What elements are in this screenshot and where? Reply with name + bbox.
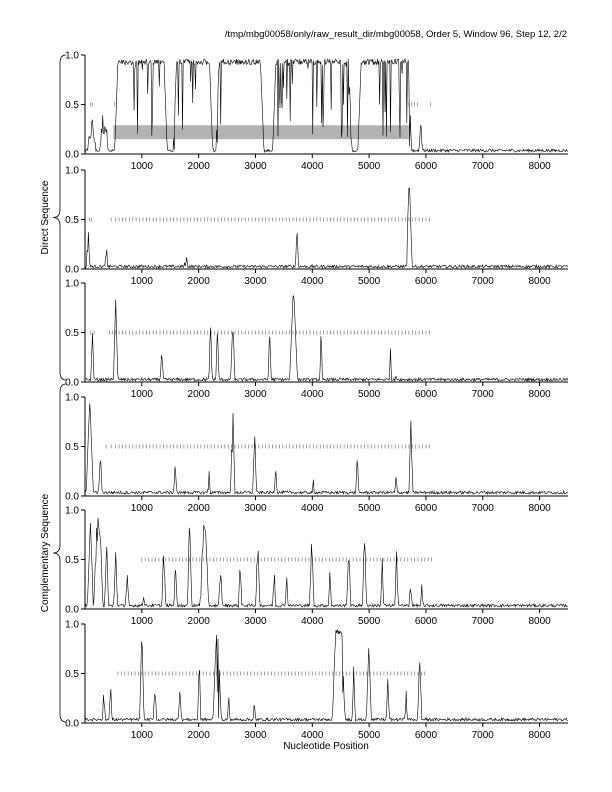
x-tick-label: 6000 (414, 616, 438, 627)
x-tick-label: 8000 (528, 730, 551, 741)
x-tick-label: 4000 (301, 276, 324, 287)
x-tick-label: 1000 (130, 616, 153, 627)
y-tick-label: 0.0 (65, 491, 79, 503)
x-tick-label: 2000 (187, 161, 210, 172)
x-tick-label: 4000 (301, 161, 324, 172)
x-tick-label: 5000 (357, 730, 381, 741)
x-tick-label: 6000 (414, 161, 438, 172)
group-label: Complementary Sequence (40, 493, 51, 613)
x-tick-label: 7000 (471, 276, 494, 287)
x-tick-label: 7000 (471, 161, 494, 172)
x-tick-label: 8000 (528, 389, 551, 400)
x-tick-label: 8000 (528, 161, 551, 172)
y-tick-label: 1.0 (65, 165, 79, 177)
y-tick-label: 0.5 (65, 555, 79, 566)
x-tick-label: 2000 (187, 616, 210, 627)
group-label: Direct Sequence (40, 180, 51, 255)
x-axis-title: Nucleotide Position (283, 741, 369, 752)
x-tick-label: 2000 (187, 730, 210, 741)
x-tick-label: 8000 (528, 503, 551, 514)
header-title: /tmp/mbg00058/only/raw_result_dir/mbg00058, Order 5, Window 96, Step 12, 2/2 (224, 29, 567, 40)
y-tick-label: 0.5 (65, 442, 79, 453)
x-tick-label: 3000 (244, 616, 267, 627)
x-tick-label: 8000 (528, 276, 551, 287)
x-tick-label: 3000 (244, 503, 267, 514)
x-tick-label: 4000 (301, 616, 324, 627)
x-tick-label: 1000 (130, 730, 153, 741)
x-tick-label: 3000 (244, 276, 267, 287)
x-tick-label: 1000 (130, 503, 153, 514)
x-tick-label: 7000 (471, 616, 494, 627)
x-tick-label: 6000 (414, 389, 438, 400)
y-tick-label: 0.0 (65, 264, 79, 276)
x-tick-label: 2000 (187, 503, 210, 514)
x-tick-label: 8000 (528, 616, 551, 627)
x-tick-label: 5000 (357, 503, 381, 514)
x-tick-label: 5000 (357, 161, 381, 172)
x-tick-label: 5000 (357, 389, 381, 400)
x-tick-label: 1000 (130, 389, 153, 400)
x-tick-label: 1000 (130, 161, 153, 172)
x-tick-label: 3000 (244, 730, 267, 741)
y-tick-label: 0.5 (65, 669, 79, 680)
x-tick-label: 2000 (187, 389, 210, 400)
x-tick-label: 6000 (414, 276, 438, 287)
y-tick-label: 0.0 (65, 149, 79, 161)
y-tick-label: 1.0 (65, 278, 79, 290)
x-tick-label: 4000 (301, 389, 324, 400)
x-tick-label: 5000 (357, 616, 381, 627)
y-tick-label: 0.0 (65, 718, 79, 730)
y-tick-label: 1.0 (65, 505, 79, 517)
x-tick-label: 3000 (244, 389, 267, 400)
x-tick-label: 6000 (414, 503, 438, 514)
y-tick-label: 0.0 (65, 604, 79, 616)
x-tick-label: 7000 (471, 730, 494, 741)
y-tick-label: 0.5 (65, 328, 79, 339)
y-tick-label: 1.0 (65, 50, 79, 62)
y-tick-label: 0.5 (65, 100, 79, 111)
x-tick-label: 4000 (301, 503, 324, 514)
x-tick-label: 1000 (130, 276, 153, 287)
x-tick-label: 7000 (471, 389, 494, 400)
shaded-region (113, 125, 408, 139)
y-tick-label: 1.0 (65, 392, 79, 404)
x-tick-label: 7000 (471, 503, 494, 514)
y-tick-label: 1.0 (65, 619, 79, 631)
x-tick-label: 5000 (357, 276, 381, 287)
x-tick-label: 3000 (244, 161, 267, 172)
y-tick-label: 0.0 (65, 377, 79, 389)
x-tick-label: 2000 (187, 276, 210, 287)
x-tick-label: 6000 (414, 730, 438, 741)
x-tick-label: 4000 (301, 730, 324, 741)
y-tick-label: 0.5 (65, 215, 79, 226)
